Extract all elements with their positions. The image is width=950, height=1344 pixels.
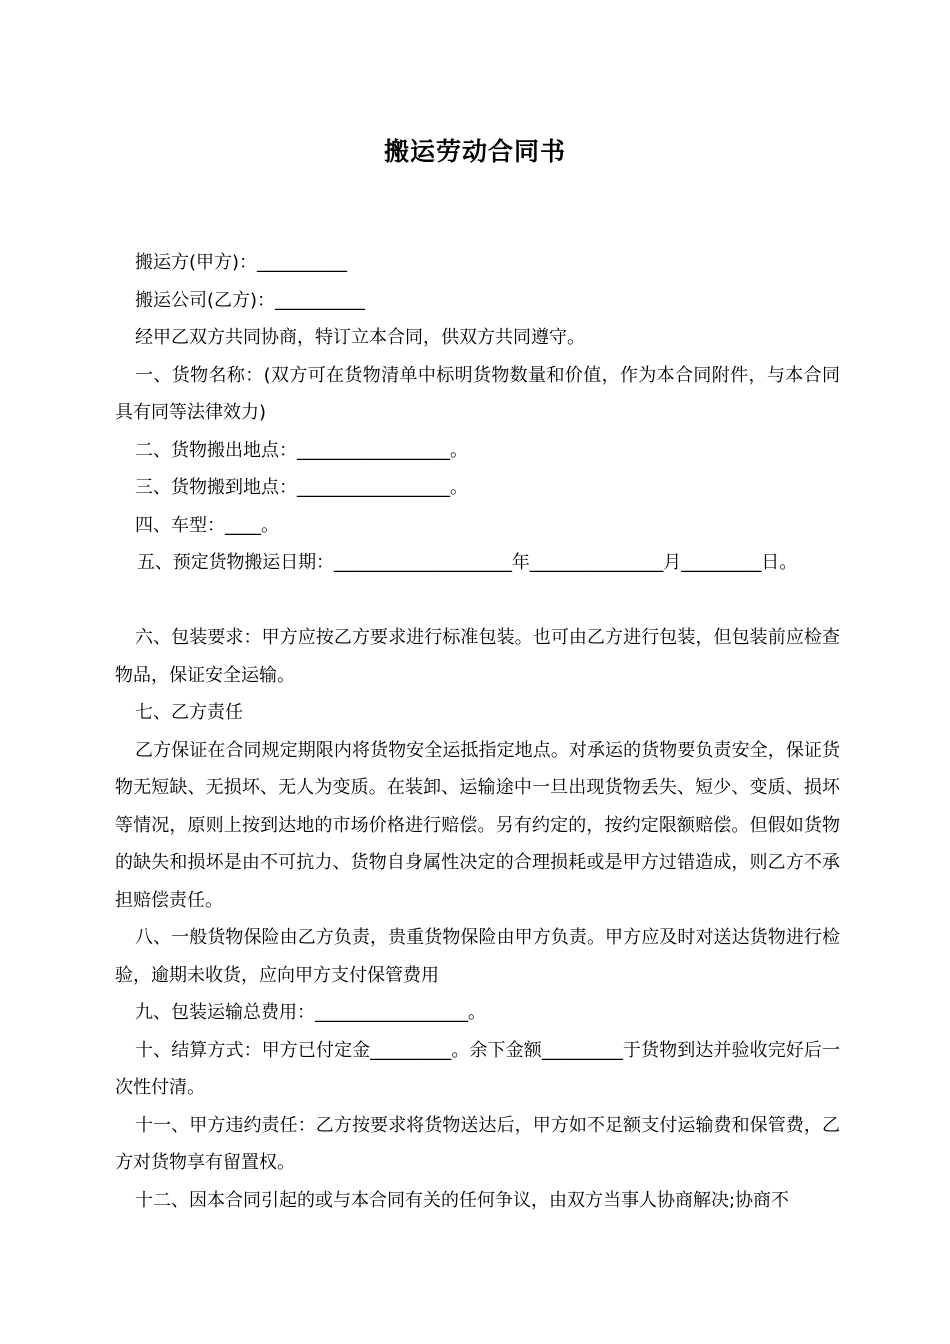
clause-12-dispute: 十二、因本合同引起的或与本合同有关的任何争议，由双方当事人协商解决;协商不	[135, 1189, 790, 1211]
clause-10-settlement: 十、结算方式：甲方已付定金_________。余下金额_________于货物到达并验收完好后一次性付清。	[115, 1039, 840, 1098]
clause-3-delivery-location: 三、货物搬到地点：_________________。	[135, 477, 468, 498]
clause-2-pickup-location: 二、货物搬出地点：_________________。	[135, 439, 468, 461]
clause-5-moving-date: 五、预定货物搬运日期：____________________年_______________月_________日。	[137, 552, 798, 573]
clause-6-packing: 六、包装要求：甲方应按乙方要求进行标准包装。也可由乙方进行包装，但包装前应检查物品，保证安全运输。	[115, 627, 840, 686]
clause-11-breach: 十一、甲方违约责任：乙方按要求将货物送达后，甲方如不足额支付运输费和保管费，乙方对货物享有留置权。	[115, 1114, 840, 1173]
clause-8-insurance: 八、一般货物保险由乙方负责，贵重货物保险由甲方负责。甲方应及时对送达货物进行检验，逾期未收货，应向甲方支付保管费用	[115, 927, 840, 986]
document-title: 搬运劳动合同书	[383, 137, 566, 166]
party-a-line: 搬运方(甲方)：__________	[135, 252, 348, 273]
clause-7-body: 乙方保证在合同规定期限内将货物安全运抵指定地点。对承运的货物要负责安全，保证货物无短缺、无损坏、无人为变质。在装卸、运输途中一旦出现货物丢失、短少、变质、损坏等情况，原则上按到达地的市场价格进行赔偿。另有约定的，按约定限额赔偿。但假如货物的缺失和损坏是由不可抗力、货物自身属性决定的合理损耗或是甲方过错造成，则乙方不承担赔偿责任。	[115, 739, 840, 911]
party-b-line: 搬运公司(乙方)：__________	[135, 289, 366, 311]
preamble: 经甲乙双方共同协商，特订立本合同，供双方共同遵守。	[135, 327, 585, 348]
clause-9-total-fee: 九、包装运输总费用：_________________。	[135, 1002, 486, 1023]
clause-7-heading: 七、乙方责任	[135, 702, 243, 723]
clause-1-goods-name: 一、货物名称：(双方可在货物清单中标明货物数量和价值，作为本合同附件，与本合同具有同等法律效力)	[115, 364, 840, 423]
document-body	[115, 244, 840, 1219]
clause-4-vehicle-type: 四、车型：____。	[135, 514, 279, 536]
